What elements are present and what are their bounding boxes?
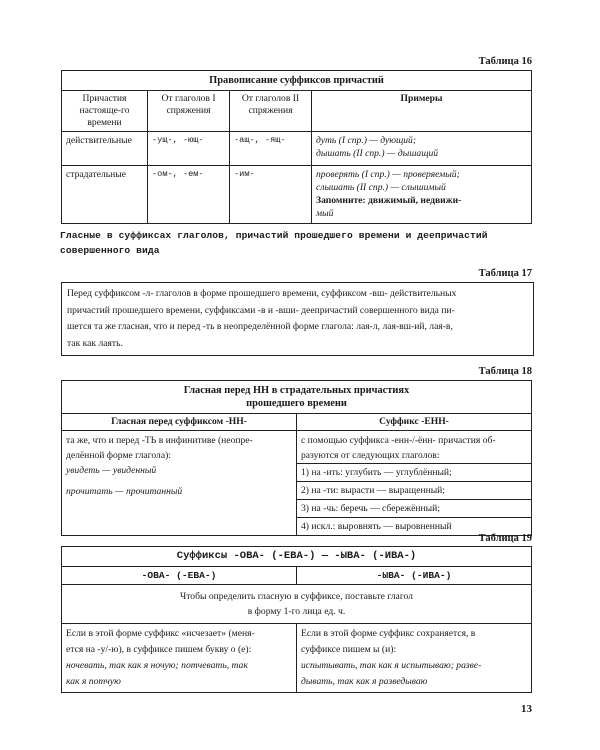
row-passive-examples: проверять (I спр.) — проверяемый; слышать (II спр.) — слышимый Запомните: движимый, недвижи- мый bbox=[312, 166, 532, 224]
table-18 bbox=[61, 380, 532, 536]
page-number: 13 bbox=[521, 703, 532, 715]
row-passive-s2: -им- bbox=[230, 166, 312, 224]
header-participle-type: Причастия настояще-го времени bbox=[62, 91, 148, 132]
row-active-s1: -ущ-, -ющ- bbox=[148, 132, 230, 166]
table-19 bbox=[61, 546, 532, 693]
t18-left-cell: та же, что и перед -ТЬ в инфинитиве (неопре- делённой форме глагола): увидеть — увиденный прочитать — прочитанный bbox=[62, 431, 297, 536]
section-heading: Гласные в суффиксах глаголов, причастий прошедшего времени и деепричастий совершенного вида bbox=[60, 230, 488, 256]
header-examples: Примеры bbox=[312, 91, 532, 132]
table-19-title: Суффиксы -ОВА- (-ЕВА-) — -ЫВА- (-ИВА-) bbox=[62, 547, 532, 567]
t18-col1-header: Гласная перед суффиксом -НН- bbox=[62, 414, 297, 431]
table-17-caption: Таблица 17 bbox=[478, 268, 532, 279]
t18-item-4: 4) искл.: выровнять — выровненный bbox=[297, 517, 531, 535]
row-passive-s1: -ом-, -ем- bbox=[148, 166, 230, 224]
row-active-s2: -ащ-, -ящ- bbox=[230, 132, 312, 166]
t18-right-cell: с помощью суффикса -енн-/-ённ- причастия об- разуются от следующих глаголов: 1) на -ить: углубить — углублённый; 2) на -ти: вырасти — выращенный; 3) на -чь: беречь — сбережённый; 4) искл.: выровнять — выровненный bbox=[297, 431, 532, 536]
t18-item-3: 3) на -чь: беречь — сбережённый; bbox=[297, 499, 531, 517]
t18-item-2: 2) на -ти: вырасти — выращенный; bbox=[297, 481, 531, 499]
table-16-title: Правописание суффиксов причастий bbox=[62, 71, 532, 91]
t19-col2-header: -ЫВА- (-ИВА-) bbox=[297, 567, 532, 585]
row-active-kind: действительные bbox=[62, 132, 148, 166]
t17-line-4: так как лаять. bbox=[67, 337, 123, 349]
row-passive-kind: страдательные bbox=[62, 166, 148, 224]
header-conj-2: От глаголов II спряжения bbox=[230, 91, 312, 132]
row-active-examples: дуть (I спр.) — дующий; дышать (II спр.) — дышащий bbox=[312, 132, 532, 166]
table-18-caption: Таблица 18 bbox=[478, 366, 532, 377]
t18-item-1: 1) на -ить: углубить — углублённый; bbox=[297, 463, 531, 481]
t19-note: Чтобы определить гласную в суффиксе, поставьте глагол в форму 1-го лица ед. ч. bbox=[62, 585, 532, 624]
header-conj-1: От глаголов I спряжения bbox=[148, 91, 230, 132]
t17-line-1: Перед суффиксом -л- глаголов в форме прошедшего времени, суффиксом -вш- действительных bbox=[67, 288, 457, 299]
t17-line-2: причастий прошедшего времени, суффиксами -в и -вши- деепричастий совершенного вида пи- bbox=[67, 304, 455, 316]
table-19-caption: Таблица 19 bbox=[478, 533, 532, 544]
t18-col2-header: Суффикс -ЕНН- bbox=[297, 414, 532, 431]
table-18-title: Гласная перед НН в страдательных причастиях прошедшего времени bbox=[62, 381, 532, 414]
t19-col1-header: -ОВА- (-ЕВА-) bbox=[62, 567, 297, 585]
table-17-box bbox=[61, 282, 534, 356]
t19-left-cell: Если в этой форме суффикс «исчезает» (меня- ется на -у/-ю), в суффиксе пишем букву о (е): ночевать, так как я ночую; потчевать, так как я потчую bbox=[62, 624, 297, 693]
t19-right-cell: Если в этой форме суффикс сохраняется, в суффиксе пишем ы (и): испытывать, так как я испытываю; разве- дывать, так как я разведываю bbox=[297, 624, 532, 693]
t17-line-3: шется та же гласная, что и перед -ть в неопределённой форме глагола: лая-л, лая-вш-ий, лая-в, bbox=[67, 321, 453, 332]
table-16-caption: Таблица 16 bbox=[478, 56, 532, 67]
table-16 bbox=[61, 70, 532, 224]
